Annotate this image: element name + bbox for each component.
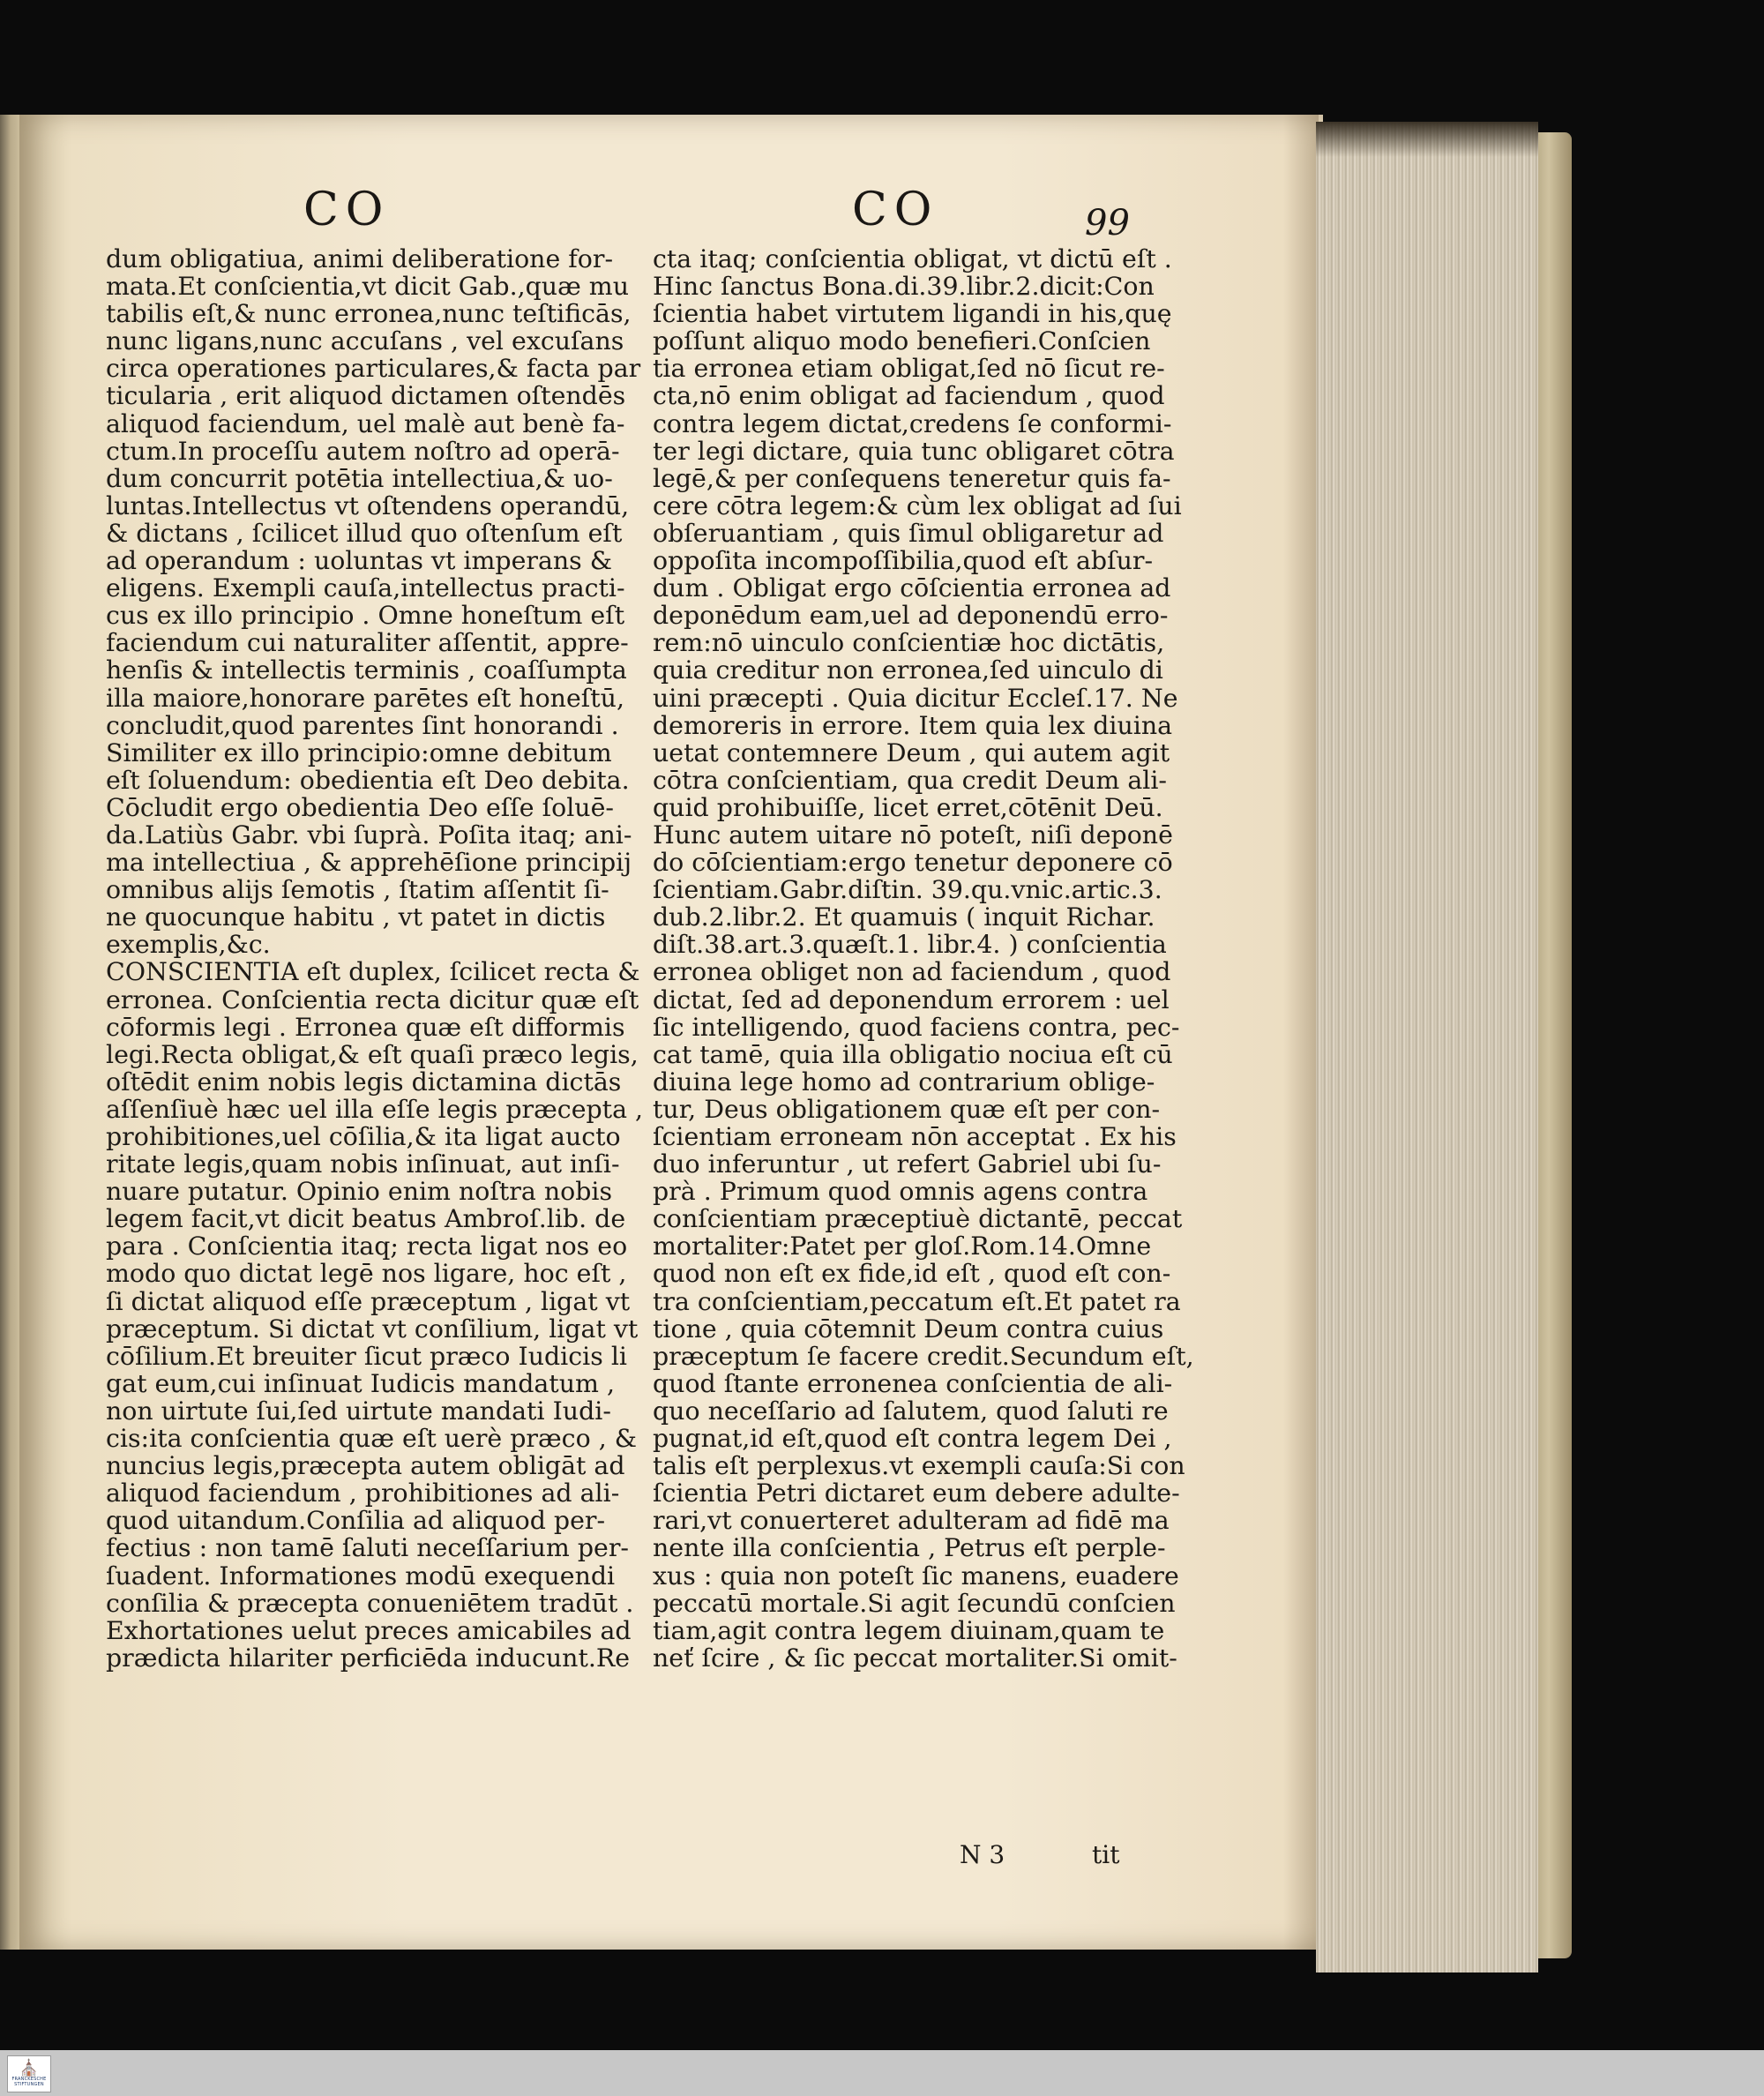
text-line: quo neceſſario ad ſalutem, quod ſaluti re — [653, 1396, 1169, 1426]
text-line: obſeruantiam , quis ſimul obligaretur ad — [653, 518, 1164, 548]
text-line: oppoſita incompoſſibilia,quod eſt abſur- — [653, 546, 1154, 576]
logo-text-2: STIFTUNGEN — [14, 2082, 44, 2087]
text-line: aliquod faciendum, uel malè aut benè fa- — [106, 408, 625, 438]
emblem-icon: ⛪ — [19, 2059, 40, 2077]
running-head-right: CO — [852, 183, 939, 236]
text-line: dub.2.libr.2. Et quamuis ( inquit Richar. — [653, 902, 1155, 932]
text-line: diuina lege homo ad contrarium oblige- — [653, 1067, 1155, 1097]
text-line: erronea. Conſcientia recta dicitur quæ eſt — [106, 984, 639, 1014]
text-line: aliquod faciendum , prohibitiones ad ali- — [106, 1478, 620, 1508]
text-line: cōtra conſcientiam, qua credit Deum ali- — [653, 765, 1168, 795]
text-line: exemplis,&c. — [106, 930, 271, 960]
text-line: dum . Obligat ergo cōſcientia erronea ad — [653, 573, 1171, 603]
text-line: cōſilium.Et breuiter ſicut præco Iudicis li — [106, 1341, 627, 1371]
text-line: ne quocunque habitu , vt patet in dictis — [106, 902, 606, 932]
text-line: legem facit,vt dicit beatus Ambroſ.lib. de — [106, 1204, 626, 1234]
text-line: cis:ita conſcientia quæ eſt uerè præco , & — [106, 1424, 638, 1454]
text-line: quid prohibuiſſe, licet erret,cōtēnit Deū. — [653, 792, 1163, 822]
text-line: ter legi dictare, quia tunc obligaret cōtra — [653, 436, 1175, 466]
running-head-left: CO — [303, 183, 391, 236]
text-line: da.Latiùs Gabr. vbi ſuprà. Poſita itaq; ani- — [106, 820, 632, 850]
text-line: eligens. Exempli cauſa,intellectus practi- — [106, 573, 625, 603]
text-line: contra legem dictat,credens ſe conformi- — [653, 408, 1172, 438]
text-line: aſſenſiuè hæc uel illa eſſe legis præcepta , — [106, 1094, 644, 1124]
text-line: prohibitiones,uel cōſilia,& ita ligat aucto — [106, 1122, 621, 1151]
text-line: henſis & intellectis terminis , coaſſumpta — [106, 655, 627, 685]
text-line: conſilia & præcepta conueniētem tradūt . — [106, 1588, 634, 1618]
institution-logo[interactable] — [7, 2055, 51, 2092]
text-line: illa maiore,honorare parētes eſt honeſtū, — [106, 683, 624, 713]
page-block-shadow — [1316, 122, 1538, 157]
text-line: tabilis eſt,& nunc erronea,nunc teſtificās, — [106, 299, 632, 329]
text-line: talis eſt perplexus.vt exempli cauſa:Si con — [653, 1451, 1185, 1481]
text-line: dum obligatiua, animi deliberatione for- — [106, 244, 614, 273]
text-line: faciendum cui naturaliter aſſentit, appre- — [106, 628, 629, 658]
text-line: deponēdum eam,uel ad deponendū erro- — [653, 601, 1169, 631]
text-line: concludit,quod parentes ſint honorandi . — [106, 710, 619, 740]
text-line: rari,vt conuerteret adulteram ad fidē ma — [653, 1506, 1170, 1536]
text-line: quod uitandum.Conſilia ad aliquod per- — [106, 1506, 606, 1536]
text-line: duo inferuntur , ut refert Gabriel ubi ſu- — [653, 1149, 1162, 1179]
text-line: neť ſcire , & ſic peccat mortaliter.Si omit- — [653, 1643, 1177, 1673]
viewer-bottom-bar — [0, 2050, 1764, 2096]
text-line: ſcientia habet virtutem ligandi in his,quę — [653, 299, 1172, 329]
text-line: oſtēdit enim nobis legis dictamina dictās — [106, 1067, 622, 1097]
left-text-column — [106, 244, 644, 1673]
text-line: Hunc autem uitare nō poteſt, niſi deponē — [653, 820, 1173, 850]
text-line: ticularia , erit aliquod dictamen oſtendēs — [106, 381, 626, 411]
text-line: conſcientiam præceptiuè dictantē, peccat — [653, 1204, 1183, 1234]
text-line: ritate legis,quam nobis inſinuat, aut inſi- — [106, 1149, 620, 1179]
text-line: para . Conſcientia itaq; recta ligat nos eo — [106, 1231, 628, 1261]
text-line: modo quo dictat legē nos ligare, hoc eſt , — [106, 1259, 627, 1289]
text-line: cat tamē, quia illa obligatio nociua eſt cū — [653, 1039, 1173, 1069]
text-line: omnibus alijs ſemotis , ſtatim aſſentit ſi- — [106, 875, 609, 905]
text-line: tia erronea etiam obligat,ſed nō ſicut re- — [653, 354, 1165, 384]
text-line: legē,& per conſequens teneretur quis fa- — [653, 463, 1171, 493]
text-line: mortaliter:Patet per gloſ.Rom.14.Omne — [653, 1231, 1152, 1261]
text-line: CONSCIENTIA eſt duplex, ſcilicet recta & — [106, 957, 640, 987]
text-line: tione , quia cōtemnit Deum contra cuius — [653, 1314, 1164, 1344]
text-line: eſt ſoluendum: obedientia eſt Deo debita. — [106, 765, 630, 795]
text-line: ad operandum : uoluntas vt imperans & — [106, 546, 613, 576]
text-line: ma intellectiua , & apprehēſione principij — [106, 848, 632, 878]
text-line: & dictans , ſcilicet illud quo oſtenſum eſt — [106, 518, 623, 548]
text-line: tiam,agit contra legem diuinam,quam te — [653, 1615, 1165, 1645]
text-line: quia creditur non erronea,ſed uinculo di — [653, 655, 1163, 685]
text-line: ſic intelligendo, quod faciens contra, pec- — [653, 1012, 1180, 1042]
text-line: non uirtute ſui,ſed uirtute mandati Iudi- — [106, 1396, 611, 1426]
text-line: mata.Et conſcientia,vt dicit Gab.,quæ mu — [106, 272, 630, 302]
text-line: gat eum,cui inſinuat Iudicis mandatum , — [106, 1368, 615, 1398]
text-line: erronea obliget non ad faciendum , quod — [653, 957, 1171, 987]
text-line: prædicta hilariter perficiēda inducunt.Re — [106, 1643, 631, 1673]
text-line: Hinc ſanctus Bona.di.39.libr.2.dicit:Con — [653, 272, 1155, 302]
logo-text-1: FRANCKESCHE — [11, 2077, 47, 2082]
text-line: ctum.In proceſſu autem noſtro ad operā- — [106, 436, 620, 466]
text-line: ſcientiam erroneam nōn acceptat . Ex his — [653, 1122, 1177, 1151]
text-line: uetat contemnere Deum , qui autem agit — [653, 737, 1170, 767]
text-line: nente illa conſcientia , Petrus eſt perple- — [653, 1533, 1166, 1563]
text-line: nuare putatur. Opinio enim noſtra nobis — [106, 1177, 613, 1207]
text-line: nuncius legis,præcepta autem obligāt ad — [106, 1451, 625, 1481]
text-line: Cōcludit ergo obedientia Deo eſſe ſoluē- — [106, 792, 614, 822]
text-line: dictat, ſed ad deponendum errorem : uel — [653, 984, 1170, 1014]
text-line: demoreris in errore. Item quia lex diuina — [653, 710, 1173, 740]
text-line: fectius : non tamē ſaluti neceſſarium per- — [106, 1533, 630, 1563]
signature-mark: N 3 — [960, 1840, 1005, 1869]
page-block-edges — [1316, 122, 1538, 1972]
text-line: quod ſtante erronenea conſcientia de ali- — [653, 1368, 1173, 1398]
text-line: nunc ligans,nunc accuſans , vel excuſans — [106, 326, 624, 356]
page-number: 99 — [1085, 203, 1130, 243]
text-line: cta itaq; conſcientia obligat, vt dictū eſt . — [653, 244, 1172, 273]
text-line: diſt.38.art.3.quæſt.1. libr.4. ) conſcientia — [653, 930, 1167, 960]
text-line: rem:nō uinculo conſcientiæ hoc dictātis, — [653, 628, 1165, 658]
text-line: peccatū mortale.Si agit ſecundū conſcien — [653, 1588, 1176, 1618]
text-line: tur, Deus obligationem quæ eſt per con- — [653, 1094, 1161, 1124]
text-line: ſuadent. Informationes modū exequendi — [106, 1561, 616, 1591]
text-line: poſſunt aliquo modo benefieri.Conſcien — [653, 326, 1151, 356]
text-line: pugnat,id eſt,quod eſt contra legem Dei , — [653, 1424, 1172, 1454]
text-line: cere cōtra legem:& cùm lex obligat ad ſui — [653, 490, 1182, 520]
text-line: ſcientia Petri dictaret eum debere adulte- — [653, 1478, 1180, 1508]
right-text-column — [653, 244, 1194, 1673]
text-line: prà . Primum quod omnis agens contra — [653, 1177, 1148, 1207]
text-line: præceptum ſe facere credit.Secundum eſt, — [653, 1341, 1194, 1371]
catchword: tit — [1092, 1840, 1120, 1869]
text-line: uini præcepti . Quia dicitur Eccleſ.17. Ne — [653, 683, 1178, 713]
text-line: præceptum. Si dictat vt conſilium, ligat vt — [106, 1314, 639, 1344]
text-line: xus : quia non poteſt ſic manens, euadere — [653, 1561, 1179, 1591]
page-gutter-shadow — [1283, 115, 1319, 1950]
text-line: legi.Recta obligat,& eſt quaſi præco legis, — [106, 1039, 639, 1069]
text-line: Similiter ex illo principio:omne debitum — [106, 737, 612, 767]
text-line: cus ex illo principio . Omne honeſtum eſt — [106, 601, 625, 631]
text-line: Exhortationes uelut preces amicabiles ad — [106, 1615, 632, 1645]
text-line: dum concurrit potētia intellectiua,& uo- — [106, 463, 613, 493]
text-line: cōformis legi . Erronea quæ eſt difformis — [106, 1012, 625, 1042]
text-line: luntas.Intellectus vt oſtendens operandū, — [106, 490, 630, 520]
text-line: ſcientiam.Gabr.diſtin. 39.qu.vnic.artic.3. — [653, 875, 1162, 905]
text-line: quod non eſt ex fide,id eſt , quod eſt con- — [653, 1259, 1171, 1289]
text-line: do cōſcientiam:ergo tenetur deponere cō — [653, 848, 1173, 878]
text-line: tra conſcientiam,peccatum eſt.Et patet ra — [653, 1286, 1181, 1316]
text-line: cta,nō enim obligat ad faciendum , quod — [653, 381, 1165, 411]
text-line: circa operationes particulares,& facta par — [106, 354, 641, 384]
text-line: ſi dictat aliquod eſſe præceptum , ligat vt — [106, 1286, 631, 1316]
